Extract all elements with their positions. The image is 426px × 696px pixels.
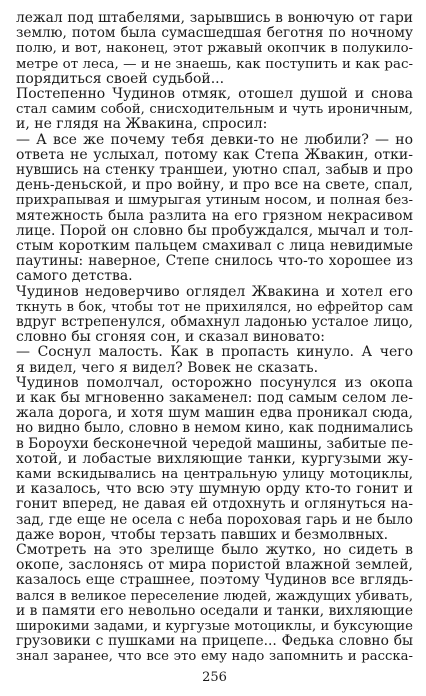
- text-line: Постепенно Чудинов отмяк, отошел душой и снова: [16, 86, 413, 102]
- text-line: жала дорога, и хотя шум машин едва проникал сюда,: [16, 405, 413, 422]
- text-line: и как бы мгновенно закаменел: под самым селом ле-: [16, 390, 413, 406]
- text-line: стал самим собой, снисходительным и чуть ироничным,: [16, 102, 413, 118]
- text-line: Чудинов недоверчиво оглядел Жвакина и хотел его: [16, 283, 413, 300]
- text-line: в Бороухи бесконечной чередой машины, забитые пе-: [16, 435, 413, 452]
- text-line: вдруг встрепенулся, обмахнул ладонью усталое лицо,: [16, 314, 413, 330]
- text-line: лежал под штабелями, зарывшись в вонючую от гари: [16, 10, 413, 26]
- text-line: казалось еще страшнее, поэтому Чудинов все вглядь-: [16, 572, 413, 589]
- text-line: и казалось, что всю эту шумную орду кто-то гонит и: [16, 481, 413, 498]
- text-line: и, не глядя на Жвакина, спросил:: [16, 116, 268, 133]
- text-line: лице. Порой он словно бы пробуждался, мычал и тол-: [16, 222, 413, 239]
- text-line: паутины: наверное, Степе снилось что-то хорошее из: [16, 253, 413, 270]
- text-line: Смотреть на это зрелище было жутко, но сидеть в: [16, 542, 413, 558]
- text-line: знал заранее, что все это ему надо запомнить и расска-: [16, 649, 413, 665]
- text-line: — Соснул малость. Как в пропасть кинуло. А чего: [16, 344, 413, 361]
- text-line: стым коротким пальцем смахивал с лица невидимые: [16, 238, 413, 254]
- text-line: окопе, заслонясь от мира пористой влажной землей,: [16, 557, 413, 574]
- text-line: прихрапывая и шмурыгая утиным носом, и полная без-: [16, 193, 413, 209]
- text-line: и в памяти его невольно оседали и танки, вихляющие: [16, 602, 413, 619]
- page-number: 256: [202, 670, 227, 685]
- text-line: я видел, чего я видел? Вовек не сказать.: [16, 359, 319, 376]
- text-line: ками вскидывались на центральную улицу мотоциклы,: [16, 467, 413, 482]
- text-line: гонит вперед, не давая ей отдохнуть и оглянуться на-: [16, 496, 413, 513]
- text-line: — А все же почему тебя девки-то не любили? — но: [16, 131, 413, 148]
- text-line: даже ворон, чтобы терзать павших и безмолвных.: [16, 526, 389, 543]
- text-line: землю, потом была сумасшедшая беготня по ночному: [16, 25, 413, 42]
- text-line: день-деньской, и про войну, и про все на свете, спал,: [16, 177, 413, 194]
- text-line: широкими задами, и кургузые мотоциклы, и буксующие: [16, 619, 413, 634]
- text-line: ткнуть в бок, чтобы тот не прихилялся, но ефрейтор сам: [16, 299, 413, 315]
- text-line: словно бы сгоняя сон, и сказал виновато:: [16, 329, 325, 346]
- text-line: ответа не услыхал, потому как Степа Жвакин, отки-: [16, 146, 413, 163]
- text-line: грузовики с пушками на прицепе... Федька словно бы: [16, 633, 413, 650]
- text-line: мятежность была разлита на его грязном некрасивом: [16, 207, 413, 224]
- text-line: самого детства.: [16, 268, 133, 285]
- text-line: но видно было, словно в немом кино, как поднимались: [16, 420, 414, 437]
- book-page: [16, 8, 413, 688]
- text-line: порядиться своей судьбой...: [16, 70, 225, 87]
- text-line: полю, и вот, наконец, этот ржавый окопчик в полукило-: [16, 41, 413, 57]
- text-line: хотой, и лобастые вихляющие танки, кургузыми жу-: [16, 450, 413, 467]
- text-line: вался в великое переселение людей, жаждущих убивать,: [16, 588, 413, 604]
- text-line: нувшись на стенку траншеи, уютно спал, забыв и про: [16, 162, 413, 178]
- text-line: Чудинов помолчал, осторожно посунулся из окопа: [16, 374, 413, 391]
- text-line: метре от леса, — и не знаешь, как поступить и как рас-: [16, 56, 413, 72]
- text-line: зад, где еще не осела с неба пороховая гарь и не было: [16, 511, 413, 528]
